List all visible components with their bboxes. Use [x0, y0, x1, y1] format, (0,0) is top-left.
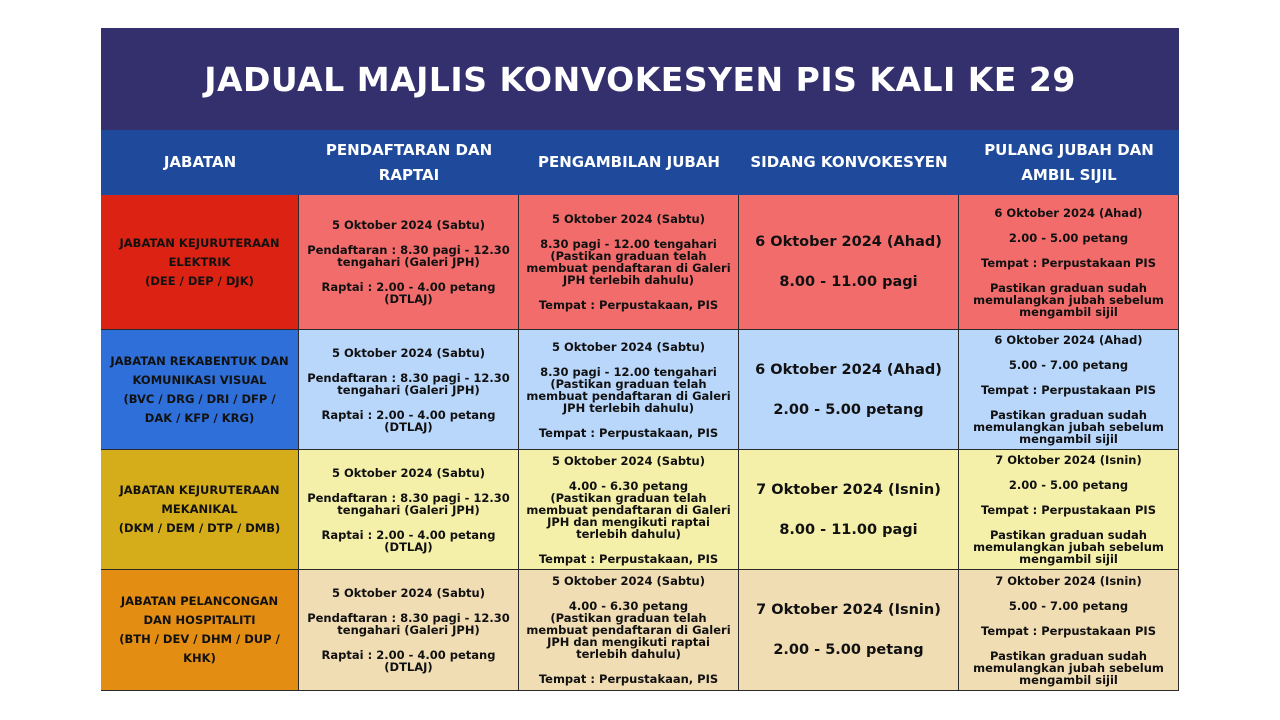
robe-pickup-date: 5 Oktober 2024 (Sabtu)	[551, 453, 705, 468]
registration-time: Pendaftaran : 8.30 pagi - 12.30 tengahari (Galeri JPH)	[307, 611, 510, 637]
ceremony-time: 8.00 - 11.00 pagi	[779, 521, 918, 538]
registration-time: Pendaftaran : 8.30 pagi - 12.30 tengahari (Galeri JPH)	[307, 490, 510, 517]
return-robe-time: 5.00 - 7.00 petang	[1008, 358, 1129, 372]
robe-pickup-place: Tempat : Perpustakaan, PIS	[538, 672, 719, 686]
header-return-robe: PULANG JUBAH DAN AMBIL SIJIL	[959, 130, 1179, 195]
robe-pickup-cell	[519, 450, 739, 570]
registration-cell	[299, 195, 519, 330]
return-robe-cell	[959, 570, 1179, 691]
robe-pickup-date: 5 Oktober 2024 (Sabtu)	[551, 339, 705, 354]
return-robe-time: 5.00 - 7.00 petang	[1008, 598, 1129, 613]
ceremony-cell	[739, 450, 959, 570]
robe-pickup-time: 4.00 - 6.30 petang	[568, 478, 689, 493]
title-banner	[101, 28, 1179, 130]
department-cell	[101, 450, 299, 570]
ceremony-time: 2.00 - 5.00 petang	[773, 401, 924, 418]
robe-pickup-time: 8.30 pagi - 12.00 tengahari	[540, 237, 717, 251]
ceremony-date: 7 Oktober 2024 (Isnin)	[756, 602, 941, 618]
robe-pickup-note: (Pastikan graduan telah membuat pendaftaran di Galeri JPH terlebih dahulu)	[526, 249, 731, 287]
registration-time: Pendaftaran : 8.30 pagi - 12.30 tengahari (Galeri JPH)	[307, 370, 510, 397]
ceremony-cell	[739, 570, 959, 691]
header-registration: PENDAFTARAN DAN RAPTAI	[299, 130, 519, 195]
department-codes: (BTH / DEV / DHM / DUP / KHK)	[119, 632, 280, 665]
ceremony-date: 7 Oktober 2024 (Isnin)	[756, 481, 941, 498]
return-robe-place: Tempat : Perpustakaan PIS	[981, 383, 1156, 397]
rehearsal-time: Raptai : 2.00 - 4.00 petang (DTLAJ)	[321, 280, 496, 306]
return-robe-date: 6 Oktober 2024 (Ahad)	[994, 333, 1143, 347]
robe-pickup-cell	[519, 570, 739, 691]
robe-pickup-date: 5 Oktober 2024 (Sabtu)	[551, 574, 705, 588]
department-cell	[101, 570, 299, 691]
registration-cell	[299, 570, 519, 691]
return-robe-place: Tempat : Perpustakaan PIS	[981, 503, 1156, 517]
robe-pickup-place: Tempat : Perpustakaan, PIS	[538, 551, 719, 566]
header-ceremony: SIDANG KONVOKESYEN	[739, 130, 959, 195]
return-robe-place: Tempat : Perpustakaan PIS	[981, 255, 1156, 270]
registration-date: 5 Oktober 2024 (Sabtu)	[331, 586, 485, 600]
robe-pickup-cell	[519, 330, 739, 450]
registration-cell	[299, 330, 519, 450]
department-name: JABATAN KEJURUTERAAN MEKANIKAL	[119, 483, 280, 516]
return-robe-note: Pastikan graduan sudah memulangkan jubah sebelum mengambil sijil	[973, 280, 1164, 319]
registration-time: Pendaftaran : 8.30 pagi - 12.30 tengahari (Galeri JPH)	[307, 243, 510, 269]
return-robe-date: 7 Oktober 2024 (Isnin)	[995, 573, 1142, 588]
return-robe-note: Pastikan graduan sudah memulangkan jubah sebelum mengambil sijil	[973, 528, 1164, 566]
registration-cell	[299, 450, 519, 570]
return-robe-cell	[959, 450, 1179, 570]
registration-date: 5 Oktober 2024 (Sabtu)	[331, 465, 485, 480]
robe-pickup-time: 4.00 - 6.30 petang	[568, 599, 689, 613]
schedule-table	[101, 130, 1179, 691]
header-robe-pickup: PENGAMBILAN JUBAH	[519, 130, 739, 195]
department-codes: (DEE / DEP / DJK)	[145, 273, 254, 288]
department-name: JABATAN REKABENTUK DAN KOMUNIKASI VISUAL	[110, 353, 289, 387]
robe-pickup-date: 5 Oktober 2024 (Sabtu)	[551, 212, 705, 226]
registration-date: 5 Oktober 2024 (Sabtu)	[331, 345, 485, 360]
registration-date: 5 Oktober 2024 (Sabtu)	[331, 218, 485, 232]
robe-pickup-place: Tempat : Perpustakaan, PIS	[538, 298, 719, 312]
return-robe-place: Tempat : Perpustakaan PIS	[981, 623, 1156, 638]
robe-pickup-cell	[519, 195, 739, 330]
rehearsal-time: Raptai : 2.00 - 4.00 petang (DTLAJ)	[321, 648, 496, 674]
robe-pickup-note: (Pastikan graduan telah membuat pendaftaran di Galeri JPH dan mengikuti raptai terlebih dahulu)	[526, 611, 731, 661]
return-robe-date: 6 Oktober 2024 (Ahad)	[994, 205, 1143, 220]
return-robe-note: Pastikan graduan sudah memulangkan jubah sebelum mengambil sijil	[973, 408, 1164, 446]
robe-pickup-note: (Pastikan graduan telah membuat pendaftaran di Galeri JPH dan mengikuti raptai terlebih dahulu)	[526, 490, 731, 541]
return-robe-date: 7 Oktober 2024 (Isnin)	[995, 453, 1142, 467]
ceremony-cell	[739, 195, 959, 330]
page-title: JADUAL MAJLIS KONVOKESYEN PIS KALI KE 29	[204, 59, 1076, 99]
return-robe-time: 2.00 - 5.00 petang	[1008, 478, 1129, 492]
ceremony-date: 6 Oktober 2024 (Ahad)	[755, 234, 942, 250]
return-robe-time: 2.00 - 5.00 petang	[1008, 230, 1129, 245]
department-name: JABATAN PELANCONGAN DAN HOSPITALITI	[120, 594, 279, 627]
robe-pickup-place: Tempat : Perpustakaan, PIS	[538, 425, 719, 440]
department-name: JABATAN KEJURUTERAAN ELEKTRIK	[119, 235, 280, 269]
rehearsal-time: Raptai : 2.00 - 4.00 petang (DTLAJ)	[321, 407, 496, 434]
robe-pickup-time: 8.30 pagi - 12.00 tengahari	[540, 364, 717, 379]
department-codes: (BVC / DRG / DRI / DFP / DAK / KFP / KRG)	[123, 391, 276, 425]
department-codes: (DKM / DEM / DTP / DMB)	[118, 521, 281, 535]
department-cell	[101, 195, 299, 330]
return-robe-cell	[959, 330, 1179, 450]
department-cell	[101, 330, 299, 450]
return-robe-note: Pastikan graduan sudah memulangkan jubah sebelum mengambil sijil	[973, 648, 1164, 687]
robe-pickup-note: (Pastikan graduan telah membuat pendaftaran di Galeri JPH terlebih dahulu)	[526, 376, 731, 415]
header-department: JABATAN	[101, 130, 299, 195]
return-robe-cell	[959, 195, 1179, 330]
ceremony-date: 6 Oktober 2024 (Ahad)	[755, 361, 942, 378]
ceremony-time: 2.00 - 5.00 petang	[773, 642, 924, 658]
ceremony-cell	[739, 330, 959, 450]
ceremony-time: 8.00 - 11.00 pagi	[779, 274, 918, 290]
rehearsal-time: Raptai : 2.00 - 4.00 petang (DTLAJ)	[321, 527, 496, 554]
